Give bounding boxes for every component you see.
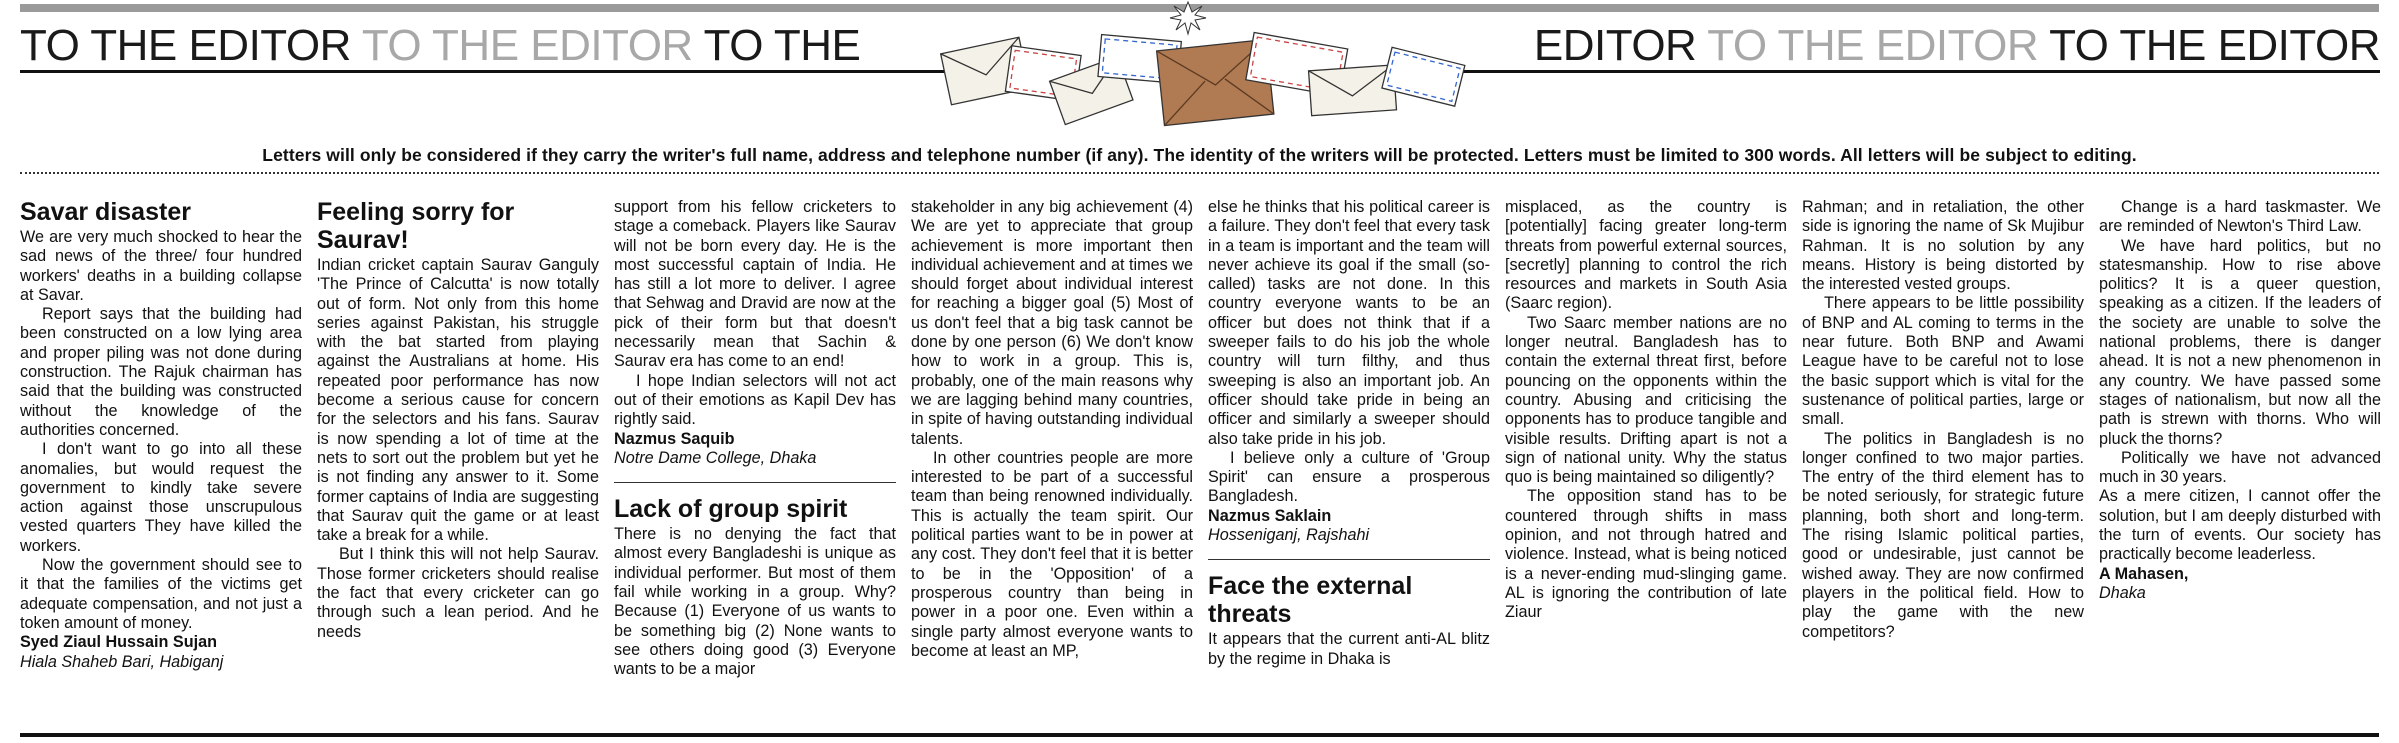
letter-affiliation: Hiala Shaheb Bari, Habiganj [20, 652, 224, 671]
column-1 [20, 198, 302, 728]
letter-paragraph: There is no denying the fact that almost every Bangladeshi is unique as individual performer. But most of them fail while working in a group. Why? Because (1) Everyone of us wants to be something big (2) None wants to see others doing good (3) Everyone wants to be a major [614, 525, 896, 679]
masthead-text: TO THE EDITOR [1696, 21, 2039, 70]
masthead-right [1465, 20, 2380, 72]
letter-signature: Syed Ziaul Hussain Sujan [20, 633, 218, 652]
letter-divider [614, 482, 896, 483]
column-3 [614, 198, 896, 728]
letter-paragraph: I don't want to go into all these anomalies, but would request the government to kindly take severe action against those unscrupulous vested quarters They have killed the workers. [20, 440, 302, 555]
masthead-underline-right [1460, 70, 2380, 73]
letter-paragraph: Two Saarc member nations are no longer neutral. Bangladesh has to contain the external threat first, before pouncing on the opponents within the country. Abusing and criticising the opponents has to produce tangible and visible results. Drifting apart is not a sign of national unity. Why the status quo is being maintained so diligently? [1505, 313, 1787, 487]
masthead-text: EDITOR [1533, 21, 1697, 70]
envelopes-illustration [930, 0, 1490, 140]
masthead-underline-left [20, 70, 960, 73]
masthead-text: TO THE EDITOR [20, 21, 351, 70]
letter-paragraph: There appears to be little possibility of BNP and AL coming to terms in the near future. Both BNP and Awami League have to be careful not to lose the basic support which is vital for the sustenance of political parties, large or small. [1802, 294, 2084, 429]
letter-paragraph: Now the government should see to it that the families of the victims get adequate compensation, and not just a token amount of money. [20, 556, 302, 632]
letter-paragraph: misplaced, as the country is [potentially] facing greater long-term threats from powerful external sources, [secretly] planning to control the rich resources and markets in South Asia (Saarc region). [1505, 198, 1787, 313]
letter-paragraph: Report says that the building had been constructed on a low lying area and proper piling was not done during construction. The Rajuk chairman has said that the building was constructed without the knowledge of the authorities concerned. [20, 305, 302, 439]
column-2 [317, 198, 599, 728]
letter-heading: Savar disaster [20, 198, 191, 226]
letter-paragraph: stakeholder in any big achievement (4) We are yet to appreciate that group achievement is more important then individual achievement and at times we should forget about individual interest for reaching a bigger goal (5) Most of us don't feel that a big task cannot be done by one person (6) We don't know how to work in a group. This is, probably, one of the main reasons why we are lagging behind many countries, in spite of having outstanding individual talents. [911, 198, 1193, 448]
letter-paragraph: But I think this will not help Saurav. Those former cricketers should realise the fact that every cricketer can go through such a lean period. And he needs [317, 545, 599, 641]
letter-paragraph: It appears that the current anti-AL blitz by the regime in Dhaka is [1208, 630, 1490, 668]
letter-signature: A Mahasen, [2099, 564, 2189, 583]
submission-notice: Letters will only be considered if they carry the writer's full name, address and telephone number (if any). The identity of the writers will be protected. Letters must be limited to 300 words. All letters will be subject to editing. [262, 145, 2137, 165]
letter-paragraph: We have hard politics, but no statesmanship. How to rise above politics? It is a queer question, speaking as a citizen. If the leaders of the society are unable to solve the national problems, there is danger ahead. It is not a new phenomenon in any country. We have passed some stages of nationalism, but now all the path is strewn with thorns. Who will pluck the thorns? [2099, 236, 2381, 448]
letter-paragraph: I believe only a culture of 'Group Spirit' can ensure a prosperous Bangladesh. [1208, 448, 1490, 506]
letter-paragraph: We are very much shocked to hear the sad news of the three/ four hundred workers' deaths in a building collapse at Savar. [20, 228, 302, 304]
letter-paragraph: I hope Indian selectors will not act out of their emotions as Kapil Dev has rightly said. [614, 371, 896, 429]
masthead-text: TO THE EDITOR [2038, 21, 2380, 70]
masthead-left [20, 20, 965, 72]
column-6 [1505, 198, 1787, 728]
letter-paragraph: Change is a hard taskmaster. We are reminded of Newton's Third Law. [2099, 198, 2381, 236]
letter-affiliation: Hosseniganj, Rajshahi [1208, 526, 1370, 545]
letter-paragraph: support from his fellow cricketers to stage a comeback. Players like Saurav will not be born every day. He is the most successful captain of India. He has still a lot more to deliver. I agree that Sehwag and Dravid are now at the pick of their form but that doesn't necessarily mean that Sachin & Saurav era has come to an end! [614, 198, 896, 371]
letter-paragraph: Politically we have not advanced much in 30 years. [2099, 448, 2381, 487]
bottom-rule [20, 733, 2379, 737]
letter-paragraph: As a mere citizen, I cannot offer the solution, but I am deeply disturbed with the turn of events. Our society has practically become leaderless. [2099, 487, 2381, 564]
letter-heading: Lack of group spirit [614, 495, 848, 524]
sparkle-icon [1170, 2, 1206, 34]
letter-paragraph: else he thinks that his political career is a failure. They don't feel that every task in a team is important and the team will never achieve its goal if the small (so-called) tasks are not done. In this country everyone wants to be an officer but does not think that if a sweeper fails to do his job the whole country will turn filthy, and thus sweeping is also an important job. An officer should take pride in being an officer and similarly a sweeper should also take pride in his job. [1208, 198, 1490, 448]
letter-divider [1208, 559, 1490, 560]
column-5 [1208, 198, 1490, 728]
letter-heading: Face the external threats [1208, 572, 1413, 629]
column-7 [1802, 198, 2084, 728]
letter-signature: Nazmus Saklain [1208, 506, 1332, 525]
letter-paragraph: The politics in Bangladesh is no longer confined to two major parties. The entry of the third element has to be noted seriously, for strategic future planning, both short and long-term. The rising Islamic political parties, good or undesirable, just cannot be wished away. They are now confirmed players in the political field. How to play the game with the new competitors? [1802, 429, 2084, 641]
letter-affiliation: Dhaka [2099, 583, 2146, 602]
column-8 [2099, 198, 2381, 728]
masthead-text: TO THE [692, 21, 861, 70]
letter-paragraph: Rahman; and in retaliation, the other side is ignoring the name of Sk Mujibur Rahman. It is no solution by any means. History is being distorted by the interested vested groups. [1802, 198, 2084, 294]
letter-paragraph: The opposition stand has to be countered through shifts in mass opinion, and not through hatred and violence. Instead, what is being noticed is a never-ending mud-slinging game. AL is ignoring the contribution of late Ziaur [1505, 487, 1787, 622]
dotted-divider [20, 172, 2379, 174]
letter-signature: Nazmus Saquib [614, 429, 735, 448]
letter-paragraph: Indian cricket captain Saurav Ganguly 'The Prince of Calcutta' is now totally out of form. Not only from this home series against Pakistan, his struggle with the bat started from playing against the Australians at home. His repeated poor performance has now become a serious cause for concern for the selectors and his fans. Saurav is now spending a lot of time at the nets to sort out the problem but yet he is not finding any answer to it. Some former captains of India are suggesting that Saurav quit the game or at least take a break for a while. [317, 256, 599, 545]
masthead-text: TO THE EDITOR [350, 21, 693, 70]
letter-paragraph: In other countries people are more interested to be part of a successful team than being renowned individually. This is actually the team spirit. Our political parties want to be in power at any cost. They don't feel that it is better to be in the 'Opposition' of a prosperous country than being in power in a poor one. Even within a single party almost everyone wants to become at least an MP, [911, 448, 1193, 660]
letter-heading: Feeling sorry for Saurav! [317, 198, 515, 254]
column-4 [911, 198, 1193, 728]
letter-affiliation: Notre Dame College, Dhaka [614, 448, 817, 467]
